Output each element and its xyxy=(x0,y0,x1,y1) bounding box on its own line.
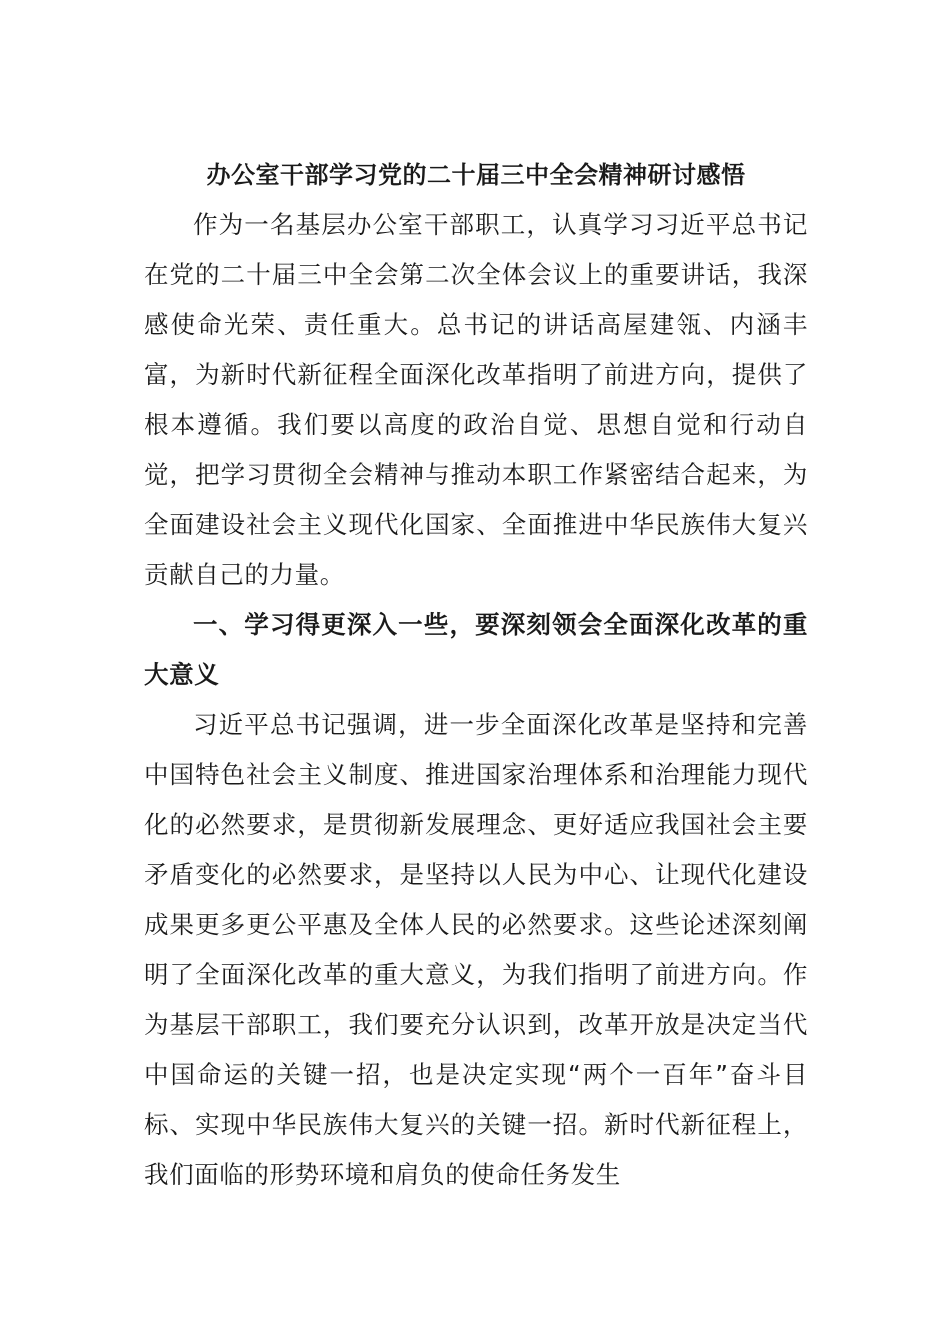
intro-paragraph: 作为一名基层办公室干部职工，认真学习习近平总书记在党的二十届三中全会第二次全体会议上的重要讲话，我深感使命光荣、责任重大。总书记的讲话高屋建瓴、内涵丰富，为新时代新征程全面深化改革指明了前进方向，提供了根本遵循。我们要以高度的政治自觉、思想自觉和行动自觉，把学习贯彻全会精神与推动本职工作紧密结合起来，为全面建设社会主义现代化国家、全面推进中华民族伟大复兴贡献自己的力量。 xyxy=(144,210,808,589)
document-title: 办公室干部学习党的二十届三中全会精神研讨感悟 xyxy=(206,161,746,189)
section-heading-1: 一、学习得更深入一些，要深刻领会全面深化改革的重大意义 xyxy=(144,610,808,689)
document-page xyxy=(144,150,808,1200)
section-1-paragraph: 习近平总书记强调，进一步全面深化改革是坚持和完善中国特色社会主义制度、推进国家治理体系和治理能力现代化的必然要求，是贯彻新发展理念、更好适应我国社会主要矛盾变化的必然要求，是坚持以人民为中心、让现代化建设成果更多更公平惠及全体人民的必然要求。这些论述深刻阐明了全面深化改革的重大意义，为我们指明了前进方向。作为基层干部职工，我们要充分认识到，改革开放是决定当代中国命运的关键一招，也是决定实现“两个一百年”奋斗目标、实现中华民族伟大复兴的关键一招。新时代新征程上，我们面临的形势环境和肩负的使命任务发生 xyxy=(144,710,808,1189)
